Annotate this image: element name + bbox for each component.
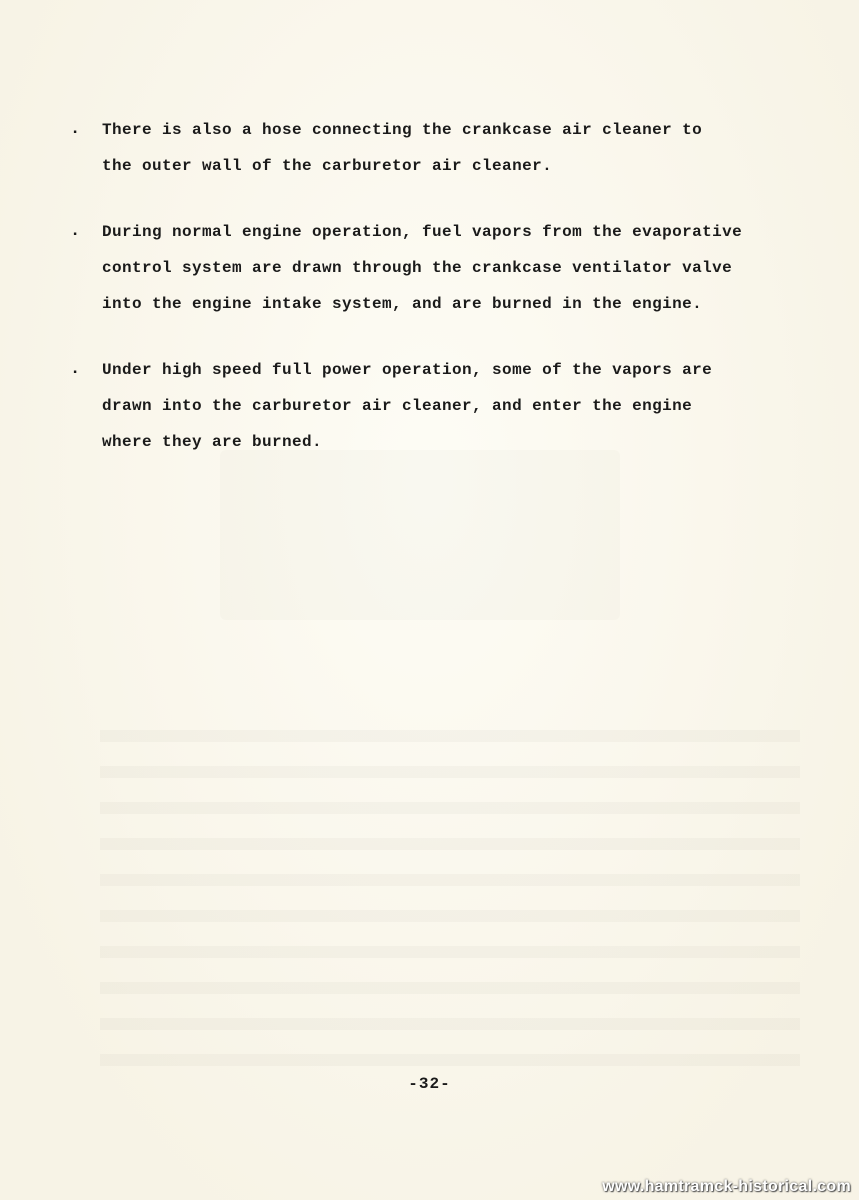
- show-through-text: [100, 730, 800, 1070]
- bullet-marker: .: [70, 222, 81, 241]
- bullet-line: control system are drawn through the crankcase ventilator valve: [102, 259, 733, 277]
- bullet-marker: .: [70, 120, 81, 139]
- site-watermark: www.hamtramck-historical.com: [602, 1178, 851, 1195]
- bullet-item-normal-operation: [70, 214, 830, 322]
- bullet-item-high-speed: [70, 352, 830, 460]
- bullet-line: into the engine intake system, and are burned in the engine.: [102, 295, 703, 313]
- bullet-line: where they are burned.: [102, 433, 323, 451]
- bullet-line: drawn into the carburetor air cleaner, and enter the engine: [102, 397, 693, 415]
- bullet-line: the outer wall of the carburetor air cleaner.: [102, 157, 553, 175]
- bullet-item-hose: [70, 112, 830, 184]
- bullet-line: There is also a hose connecting the crankcase air cleaner to: [102, 121, 703, 139]
- page-number: -32-: [408, 1075, 451, 1093]
- bullet-line: Under high speed full power operation, some of the vapors are: [102, 361, 713, 379]
- bullet-marker: .: [70, 360, 81, 379]
- bullet-list: [70, 112, 830, 490]
- bullet-line: During normal engine operation, fuel vapors from the evaporative: [102, 223, 743, 241]
